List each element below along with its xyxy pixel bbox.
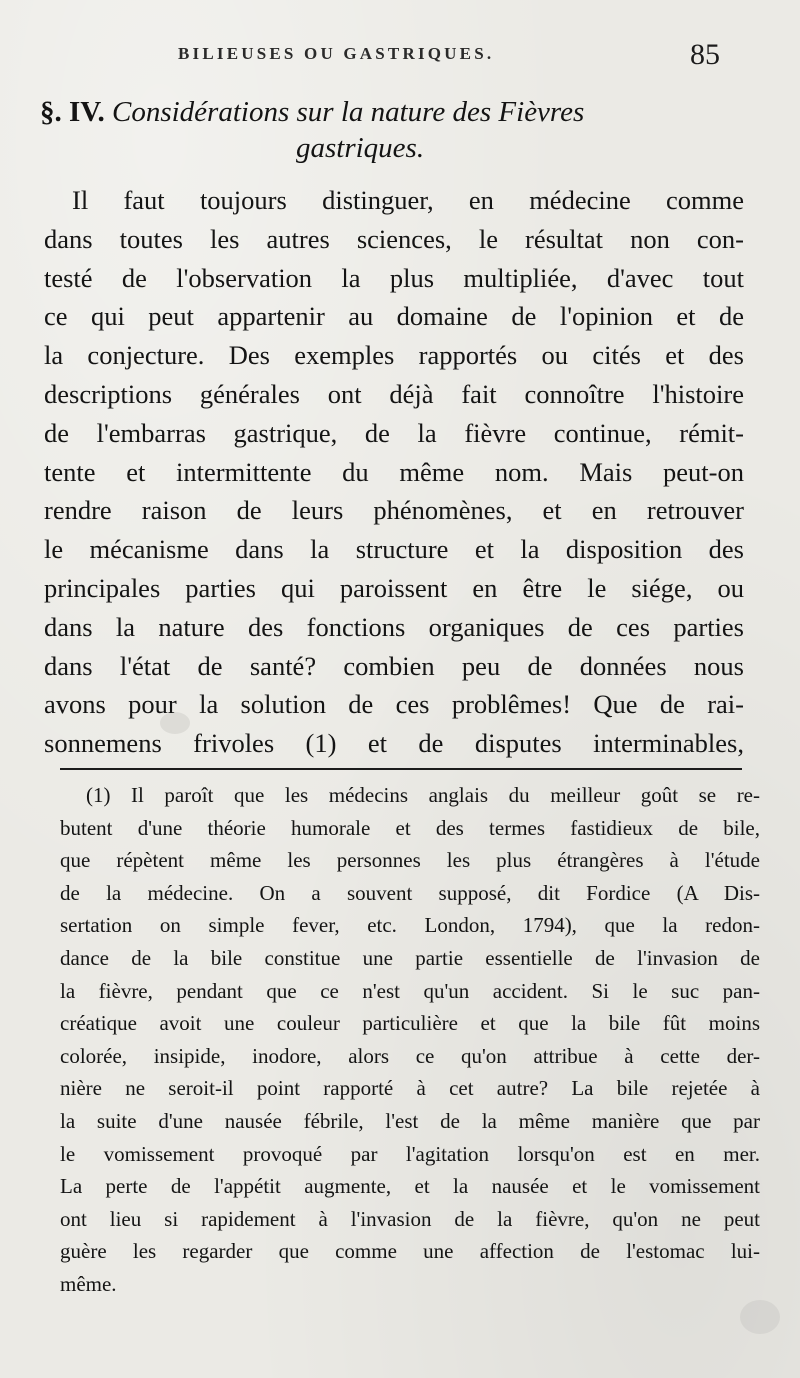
body-line: principales parties qui paroissent en être le siége, ou	[44, 572, 744, 603]
footnote-line: la suite d'une nausée fébrile, l'est de la même manière que par	[60, 1108, 760, 1133]
footnote-line: colorée, insipide, inodore, alors ce qu'on attribue à cette der-	[60, 1043, 760, 1068]
body-line: sonnemens frivoles (1) et de disputes interminables,	[44, 728, 744, 759]
footnote-line: créatique avoit une couleur particulière et que la bile fût moins	[60, 1011, 760, 1036]
footnote-rule	[60, 768, 742, 770]
footnote-line: même.	[60, 1271, 117, 1296]
section-mark: §. IV.	[40, 96, 105, 128]
body-line: le mécanisme dans la structure et la disposition des	[44, 534, 744, 565]
footnote	[60, 779, 760, 1301]
ink-smudge	[740, 1300, 780, 1334]
footnote-line: nière ne seroit-il point rapporté à cet autre? La bile rejetée à	[60, 1076, 760, 1101]
footnote-line: dance de la bile constitue une partie essentielle de l'invasion de	[60, 945, 760, 970]
footnote-line: guère les regarder que comme une affection de l'estomac lui-	[60, 1239, 760, 1264]
body-line: dans toutes les autres sciences, le résultat non con-	[44, 223, 744, 254]
footnote-line: sertation on simple fever, etc. London, 1794), que la redon-	[60, 913, 760, 938]
body-line: tente et intermittente du même nom. Mais peut-on	[44, 456, 744, 487]
body-line: ce qui peut appartenir au domaine de l'opinion et de	[44, 301, 744, 332]
footnote-line: (1) Il paroît que les médecins anglais du meilleur goût se re-	[86, 783, 760, 807]
body-line: la conjecture. Des exemples rapportés ou cités et des	[44, 340, 744, 371]
body-text	[44, 181, 744, 763]
page-number: 85	[690, 38, 720, 71]
body-line: dans l'état de santé? combien peu de données nous	[44, 650, 744, 681]
footnote-line: ont lieu si rapidement à l'invasion de la fièvre, qu'on ne peut	[60, 1206, 760, 1231]
body-line: avons pour la solution de ces problêmes! Que de rai-	[44, 689, 744, 720]
body-line: de l'embarras gastrique, de la fièvre continue, rémit-	[44, 417, 744, 448]
body-line: dans la nature des fonctions organiques de ces parties	[44, 611, 744, 642]
running-head: BILIEUSES OU GASTRIQUES.	[178, 44, 495, 63]
footnote-line: le vomissement provoqué par l'agitation lorsqu'on est en mer.	[60, 1141, 760, 1166]
body-line: Il faut toujours distinguer, en médecine comme	[72, 185, 744, 215]
body-line: rendre raison de leurs phénomènes, et en retrouver	[44, 495, 744, 526]
footnote-line: que répètent même les personnes les plus étrangères à l'étude	[60, 848, 760, 873]
section-heading	[40, 94, 760, 166]
page-header	[0, 38, 800, 78]
body-line: testé de l'observation la plus multipliée, d'avec tout	[44, 262, 744, 293]
footnote-line: butent d'une théorie humorale et des termes fastidieux de bile,	[60, 815, 760, 840]
section-title: Considérations sur la nature des Fièvres	[112, 96, 585, 128]
footnote-line: la fièvre, pendant que ce n'est qu'un accident. Si le suc pan-	[60, 978, 760, 1003]
section-heading-line	[40, 94, 760, 130]
footnote-line: de la médecine. On a souvent supposé, dit Fordice (A Dis-	[60, 880, 760, 905]
section-title-continued: gastriques.	[296, 132, 425, 164]
body-line: descriptions générales ont déjà fait connoître l'histoire	[44, 378, 744, 409]
footnote-line: La perte de l'appétit augmente, et la nausée et le vomissement	[60, 1174, 760, 1199]
